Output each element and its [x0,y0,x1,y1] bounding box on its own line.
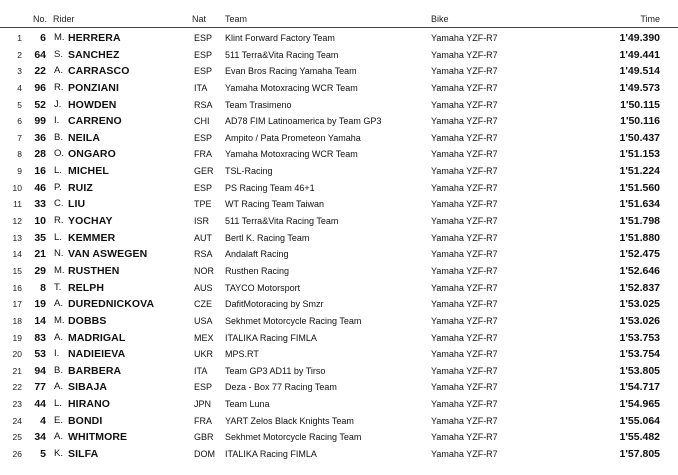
table-row [0,196,678,213]
time-cell: 1'53.025 [619,298,660,311]
rider-initial-cell: L. [54,398,62,410]
table-row [0,396,678,413]
rider-number-cell: 34 [34,431,46,444]
table-row [0,30,678,47]
rider-number-cell: 8 [40,281,46,294]
rider-number-cell: 52 [34,98,46,111]
bike-cell: Yamaha YZF-R7 [431,216,498,227]
time-cell: 1'49.573 [619,81,660,94]
bike-cell: Yamaha YZF-R7 [431,182,498,193]
table-row [0,446,678,463]
bike-cell: Yamaha YZF-R7 [431,199,498,210]
rider-number-cell: 14 [34,314,46,327]
position-cell: 21 [12,365,22,376]
position-cell: 12 [12,216,22,227]
rider-surname-cell: YOCHAY [68,215,113,228]
table-row [0,163,678,180]
nationality-cell: DOM [194,449,215,460]
rider-initial-cell: B. [54,131,63,143]
time-cell: 1'50.115 [620,98,660,111]
table-row [0,230,678,247]
team-cell: Rusthen Racing [225,265,290,276]
team-cell: Deza - Box 77 Racing Team [225,382,337,393]
rider-surname-cell: BARBERA [68,364,122,377]
position-cell: 9 [17,166,22,177]
rider-initial-cell: O. [54,148,65,160]
bike-cell: Yamaha YZF-R7 [431,449,498,460]
nationality-cell: NOR [194,265,214,276]
table-row [0,47,678,64]
position-cell: 3 [17,66,22,77]
rider-number-cell: 6 [40,32,46,44]
header-no: No. [33,14,48,24]
team-cell: PS Racing Team 46+1 [225,182,315,193]
time-cell: 1'50.437 [619,131,660,144]
bike-cell: Yamaha YZF-R7 [431,166,498,177]
nationality-cell: JPN [194,399,212,410]
bike-cell: Yamaha YZF-R7 [431,365,498,376]
bike-cell: Yamaha YZF-R7 [431,432,498,443]
table-row [0,213,678,230]
nationality-cell: MEX [194,332,214,343]
nationality-cell: RSA [194,249,213,260]
time-cell: 1'53.754 [619,348,660,361]
rider-surname-cell: ONGARO [68,148,116,161]
rider-initial-cell: B. [54,364,63,376]
table-row [0,346,678,363]
table-row [0,330,678,347]
nationality-cell: CZE [194,299,212,310]
time-cell: 1'53.805 [619,364,660,377]
position-cell: 11 [13,199,22,210]
rider-number-cell: 44 [34,398,46,411]
nationality-cell: FRA [194,149,212,160]
position-cell: 2 [17,49,22,60]
rider-initial-cell: A. [54,65,63,77]
team-cell: Sekhmet Motorcycle Racing Team [225,432,362,443]
table-row [0,80,678,97]
rider-initial-cell: L. [54,231,62,243]
bike-cell: Yamaha YZF-R7 [431,265,498,276]
rider-surname-cell: SANCHEZ [68,48,120,61]
nationality-cell: ESP [194,49,213,60]
table-row [0,180,678,197]
nationality-cell: RSA [194,99,213,110]
header-nat: Nat [192,14,207,24]
rider-number-cell: 29 [34,264,46,277]
table-row [0,263,678,280]
team-cell: Ampito / Pata Prometeon Yamaha [225,132,361,143]
rider-number-cell: 46 [34,181,46,194]
position-cell: 10 [12,182,22,193]
team-cell: Sekhmet Motorcycle Racing Team [225,315,362,326]
time-cell: 1'51.880 [619,231,660,244]
rider-surname-cell: NADIEIEVA [68,348,126,361]
rider-surname-cell: CARRENO [68,115,122,128]
nationality-cell: AUT [194,232,212,243]
rider-number-cell: 28 [34,148,46,161]
position-cell: 17 [12,299,22,310]
nationality-cell: UKR [194,349,214,360]
position-cell: 25 [12,432,22,443]
rider-number-cell: 83 [34,331,46,344]
rider-initial-cell: R. [54,215,64,227]
time-cell: 1'51.224 [619,165,660,178]
position-cell: 22 [12,382,22,393]
bike-cell: Yamaha YZF-R7 [431,116,498,127]
results-table [0,30,678,463]
rider-surname-cell: MICHEL [68,165,109,178]
rider-surname-cell: RUIZ [68,181,93,194]
rider-initial-cell: S. [54,48,63,60]
rider-number-cell: 53 [34,348,46,361]
time-cell: 1'51.634 [619,198,660,211]
position-cell: 13 [12,232,22,243]
team-cell: ITALIKA Racing FIMLA [225,449,317,460]
table-row [0,379,678,396]
time-cell: 1'49.441 [619,48,660,61]
time-cell: 1'57.805 [619,448,660,461]
team-cell: DafitMotoracing by Smzr [225,299,324,310]
rider-number-cell: 33 [34,198,46,211]
bike-cell: Yamaha YZF-R7 [431,299,498,310]
position-cell: 26 [12,449,22,460]
nationality-cell: GBR [194,432,214,443]
team-cell: Team Luna [225,399,270,410]
position-cell: 20 [12,349,22,360]
nationality-cell: ITA [194,82,208,93]
rider-surname-cell: RUSTHEN [68,264,120,277]
rider-initial-cell: A. [54,298,63,310]
time-cell: 1'53.026 [619,314,660,327]
team-cell: MPS.RT [225,349,259,360]
time-cell: 1'55.482 [619,431,660,444]
bike-cell: Yamaha YZF-R7 [431,415,498,426]
bike-cell: Yamaha YZF-R7 [431,49,498,60]
rider-surname-cell: BONDI [68,414,103,427]
rider-initial-cell: A. [54,331,63,343]
rider-initial-cell: J. [54,98,62,110]
table-row [0,429,678,446]
time-cell: 1'49.390 [619,32,660,44]
position-cell: 14 [12,249,22,260]
table-row [0,63,678,80]
team-cell: Yamaha Motoxracing WCR Team [225,82,358,93]
bike-cell: Yamaha YZF-R7 [431,399,498,410]
header-bike: Bike [431,14,449,24]
rider-initial-cell: E. [54,414,63,426]
nationality-cell: ISR [194,216,210,227]
table-header [0,10,678,28]
position-cell: 6 [17,116,22,127]
rider-initial-cell: I. [54,348,60,360]
position-cell: 1 [17,33,22,43]
table-row [0,280,678,297]
time-cell: 1'52.646 [619,264,660,277]
rider-surname-cell: KEMMER [68,231,116,244]
rider-initial-cell: P. [54,181,62,193]
bike-cell: Yamaha YZF-R7 [431,315,498,326]
team-cell: Team Trasimeno [225,99,292,110]
header-team: Team [225,14,248,24]
rider-initial-cell: L. [54,165,62,177]
rider-surname-cell: NEILA [68,131,100,144]
time-cell: 1'54.965 [619,398,660,411]
rider-surname-cell: CARRASCO [68,65,130,78]
team-cell: YART Zelos Black Knights Team [225,415,354,426]
time-cell: 1'51.153 [619,148,660,161]
table-row [0,363,678,380]
rider-number-cell: 22 [34,65,46,78]
nationality-cell: CHI [194,116,210,127]
bike-cell: Yamaha YZF-R7 [431,149,498,160]
table-row [0,413,678,430]
rider-number-cell: 16 [34,165,46,178]
nationality-cell: FRA [194,415,212,426]
bike-cell: Yamaha YZF-R7 [431,82,498,93]
rider-initial-cell: M. [54,264,65,276]
bike-cell: Yamaha YZF-R7 [431,232,498,243]
rider-number-cell: 21 [34,248,46,261]
team-cell: Evan Bros Racing Yamaha Team [225,66,357,77]
rider-surname-cell: HIRANO [68,398,111,411]
rider-surname-cell: SILFA [68,448,99,461]
header-divider [0,27,678,28]
rider-number-cell: 64 [34,48,46,61]
table-row [0,313,678,330]
bike-cell: Yamaha YZF-R7 [431,282,498,293]
rider-number-cell: 77 [34,381,46,394]
nationality-cell: USA [194,315,213,326]
rider-number-cell: 19 [34,298,46,311]
nationality-cell: ESP [194,182,213,193]
nationality-cell: ESP [194,33,213,43]
nationality-cell: ESP [194,382,213,393]
bike-cell: Yamaha YZF-R7 [431,33,498,43]
rider-initial-cell: M. [54,32,65,43]
position-cell: 4 [17,82,22,93]
table-row [0,246,678,263]
time-cell: 1'49.514 [619,65,660,78]
header-time: Time [640,14,660,24]
rider-surname-cell: DOBBS [68,314,107,327]
bike-cell: Yamaha YZF-R7 [431,349,498,360]
nationality-cell: ESP [194,66,213,77]
rider-number-cell: 94 [34,364,46,377]
time-cell: 1'50.116 [620,115,660,128]
bike-cell: Yamaha YZF-R7 [431,66,498,77]
team-cell: Team GP3 AD11 by Tirso [225,365,326,376]
rider-number-cell: 96 [34,81,46,94]
rider-initial-cell: T. [54,281,62,293]
rider-initial-cell: M. [54,314,65,326]
team-cell: Andalaft Racing [225,249,289,260]
rider-surname-cell: MADRIGAL [68,331,126,344]
nationality-cell: ITA [194,365,208,376]
rider-initial-cell: R. [54,81,64,93]
time-cell: 1'51.560 [619,181,660,194]
position-cell: 7 [17,132,22,143]
rider-number-cell: 99 [34,115,46,128]
bike-cell: Yamaha YZF-R7 [431,249,498,260]
bike-cell: Yamaha YZF-R7 [431,382,498,393]
nationality-cell: GER [194,166,214,177]
nationality-cell: TPE [194,199,212,210]
rider-surname-cell: VAN ASWEGEN [68,248,148,261]
rider-initial-cell: A. [54,431,63,443]
rider-surname-cell: RELPH [68,281,105,294]
time-cell: 1'54.717 [619,381,660,394]
team-cell: TAYCO Motorsport [225,282,301,293]
rider-initial-cell: K. [54,448,63,460]
table-row [0,130,678,147]
rider-number-cell: 5 [40,448,46,461]
position-cell: 5 [17,99,22,110]
header-rider: Rider [53,14,75,24]
team-cell: 511 Terra&Vita Racing Team [225,216,339,227]
position-cell: 23 [12,399,22,410]
team-cell: TSL-Racing [225,166,273,177]
time-cell: 1'52.837 [619,281,660,294]
rider-surname-cell: HERRERA [68,32,121,44]
rider-initial-cell: C. [54,198,64,210]
position-cell: 15 [12,265,22,276]
rider-initial-cell: A. [54,381,63,393]
team-cell: WT Racing Team Taiwan [225,199,325,210]
table-row [0,296,678,313]
bike-cell: Yamaha YZF-R7 [431,332,498,343]
time-cell: 1'53.753 [619,331,660,344]
nationality-cell: AUS [194,282,213,293]
rider-number-cell: 35 [34,231,46,244]
table-row [0,146,678,163]
rider-number-cell: 4 [40,414,46,427]
team-cell: Klint Forward Factory Team [225,33,335,43]
time-cell: 1'51.798 [619,215,660,228]
team-cell: AD78 FIM Latinoamerica by Team GP3 [225,116,382,127]
table-row [0,97,678,114]
bike-cell: Yamaha YZF-R7 [431,99,498,110]
team-cell: ITALIKA Racing FIMLA [225,332,317,343]
position-cell: 18 [12,315,22,326]
bike-cell: Yamaha YZF-R7 [431,132,498,143]
rider-surname-cell: WHITMORE [68,431,128,444]
rider-initial-cell: N. [54,248,64,260]
table-row [0,113,678,130]
rider-surname-cell: PONZIANI [68,81,119,94]
rider-initial-cell: I. [54,115,60,127]
team-cell: Bertl K. Racing Team [225,232,310,243]
position-cell: 24 [12,415,22,426]
rider-surname-cell: DUREDNICKOVA [68,298,155,311]
rider-surname-cell: LIU [68,198,86,211]
rider-number-cell: 10 [34,215,46,228]
position-cell: 19 [12,332,22,343]
team-cell: 511 Terra&Vita Racing Team [225,49,339,60]
rider-number-cell: 36 [34,131,46,144]
position-cell: 8 [17,149,22,160]
team-cell: Yamaha Motoxracing WCR Team [225,149,358,160]
position-cell: 16 [12,282,22,293]
rider-surname-cell: SIBAJA [68,381,108,394]
time-cell: 1'55.064 [619,414,660,427]
rider-surname-cell: HOWDEN [68,98,117,111]
time-cell: 1'52.475 [619,248,660,261]
nationality-cell: ESP [194,132,213,143]
